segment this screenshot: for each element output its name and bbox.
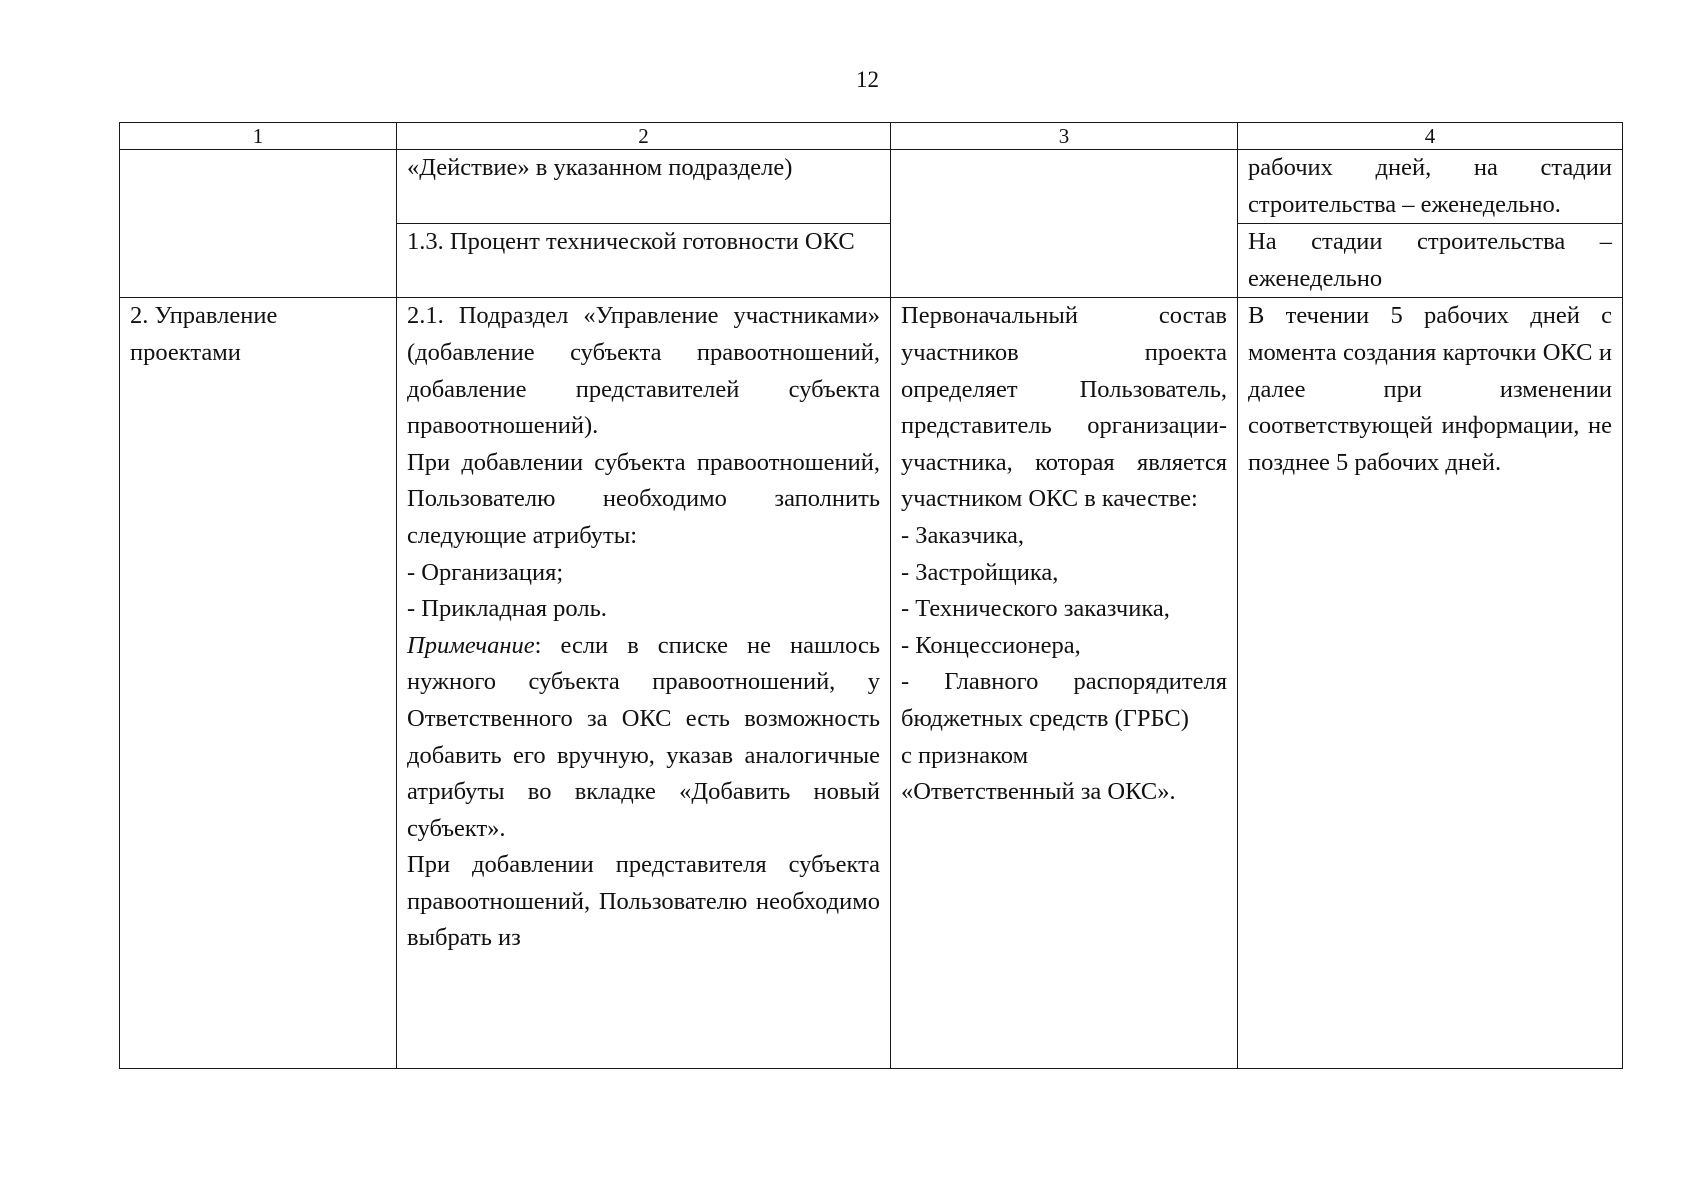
representative-paragraph: При добавлении представителя субъекта правоотношений, Пользователю необходимо выбрать из (407, 851, 880, 952)
note-label: Примечание (407, 631, 535, 659)
row1-col4-bottom-cell (1238, 224, 1623, 298)
section-title: 2. Управление проектами (130, 302, 278, 366)
attribute-item: - Организация; (407, 558, 564, 586)
row2-col4-cell (1238, 298, 1623, 1069)
attribute-item: - Прикладная роль. (407, 595, 607, 623)
row2-col3-cell (891, 298, 1238, 1069)
column-number-4: 4 (1238, 123, 1623, 150)
table-row (120, 298, 1623, 1069)
note-paragraph (407, 628, 880, 848)
table-header-row (120, 123, 1623, 150)
responsible-label: «Ответственный за ОКС». (901, 778, 1176, 806)
column-number-1: 1 (120, 123, 397, 150)
deadline-text: В течении 5 рабочих дней с момента создания карточки ОКС и далее при изменении соответствующей информации, не позднее 5 рабочих дней. (1248, 302, 1612, 476)
row1-col3-cell (891, 150, 1238, 298)
role-item: - Заказчика, (901, 521, 1024, 549)
role-item: - Застройщика, (901, 558, 1059, 586)
row1-col2-bottom-text: 1.3. Процент технической готовности ОКС (407, 228, 855, 256)
row1-col2-top-text: «Действие» в указанном подразделе) (407, 154, 793, 181)
participants-description: Первоначальный состав участников проекта определяет Пользователь, представитель организации-участника, которая является участником ОКС в качестве: (901, 302, 1227, 513)
note-text: : если в списке не нашлось нужного субъекта правоотношений, у Ответственного за ОКС есть возможность добавить его вручную, указав аналогичные атрибуты во вкладке «Добавить новый субъект». (407, 631, 880, 842)
table-row (120, 150, 1623, 224)
attribute-label: с признаком (901, 741, 1029, 769)
page-number: 12 (856, 67, 879, 92)
column-number-3: 3 (891, 123, 1238, 150)
row2-col1-cell (120, 298, 397, 1069)
row1-col4-top-text: рабочих дней, на стадии строительства – еженедельно. (1248, 154, 1612, 218)
row2-col2-cell (397, 298, 891, 1069)
attributes-intro: При добавлении субъекта правоотношений, Пользователю необходимо заполнить следующие атрибуты: (407, 448, 880, 549)
column-number-2: 2 (397, 123, 891, 150)
role-item: - Концессионера, (901, 631, 1081, 659)
role-item: - Технического заказчика, (901, 595, 1170, 623)
document-table (119, 122, 1623, 1069)
row1-col4-bottom-text: На стадии строительства – еженедельно (1248, 228, 1612, 292)
row1-col1-cell (120, 150, 397, 298)
row1-col4-top-cell (1238, 150, 1623, 224)
subsection-description: 2.1. Подраздел «Управление участниками» (добавление субъекта правоотношений, добавление представителей субъекта правоотношений). (407, 302, 880, 440)
row1-col2-bottom-cell (397, 224, 891, 298)
role-item: - Главного распорядителя бюджетных средств (ГРБС) (901, 668, 1227, 732)
row1-col2-top-cell (397, 150, 891, 224)
